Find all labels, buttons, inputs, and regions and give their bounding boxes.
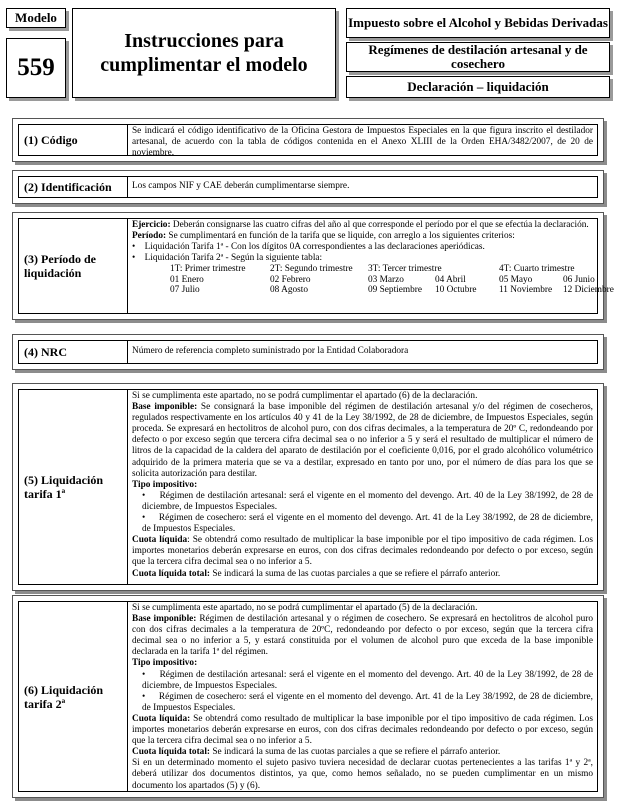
periodo-label-line-2: liquidación bbox=[24, 266, 82, 280]
section-tarifa2-label bbox=[19, 602, 127, 791]
month-10: 10 Octubre bbox=[435, 285, 477, 296]
modelo-label bbox=[6, 8, 66, 28]
tarifa2-tipo-2: • Régimen de cosechero: será el vigente en el momento del devengo. Art. 41 de la Ley 38/1992, de 28 de diciembre, de Impuestos Especiales. bbox=[142, 691, 593, 713]
codigo-paragraph: Se indicará el código identificativo de la Oficina Gestora de Impuestos Especiales en la que figura inscrito el destilador artesanal, de acuerdo con la tabla de códigos contenida en el Anexo XLIII de la Orden EHA/3482/2007, de 20 de noviembre. bbox=[132, 126, 593, 159]
tarifa2-label-line-2: tarifa 2ª bbox=[24, 696, 66, 711]
regime-name-text: Regímenes de destilación artesanal y de cosechero bbox=[368, 42, 588, 71]
tarifa1-bullet: • Liquidación Tarifa 1ª - Con los dígitos 0A correspondientes a las declaraciones aperiódicas. bbox=[132, 242, 485, 253]
ejercicio-heading: Ejercicio: bbox=[132, 220, 171, 230]
periodo-text: Se cumplimentará en función de la tarifa que se liquide, con arreglo a los siguientes criterios: bbox=[166, 231, 515, 242]
section-periodo-label bbox=[19, 219, 127, 313]
modelo-number-text: 559 bbox=[17, 54, 55, 81]
month-02: 02 Febrero bbox=[270, 274, 311, 285]
month-11: 11 Noviembre bbox=[499, 285, 553, 296]
modelo-number bbox=[6, 38, 66, 98]
tarifa2-label-line-1: (6) Liquidación bbox=[24, 682, 104, 697]
months-table bbox=[170, 275, 633, 296]
tarifa1-tipo-2: • Régimen de cosechero: será el vigente en el momento del devengo. Art. 41 de la Ley 38/1992, de 28 de diciembre, de Impuestos Especiales. bbox=[142, 513, 593, 535]
declaration-type bbox=[346, 76, 610, 98]
section-periodo bbox=[12, 212, 614, 320]
section-nrc-text bbox=[127, 341, 597, 363]
tarifa2-text: Liquidación Tarifa 2ª - Según la siguiente tabla: bbox=[144, 253, 323, 264]
periodo-paragraph bbox=[132, 231, 633, 242]
month-08: 08 Agosto bbox=[270, 285, 308, 296]
tarifa2-tipo-2-text: Régimen de cosechero: será el vigente en el momento del devengo. Art. 41 de la Ley 38/1992, de 28 de diciembre, de Impuestos Especiales. bbox=[142, 691, 593, 713]
section-tarifa2-text bbox=[127, 602, 597, 791]
tarifa1-label-line-1: (5) Liquidación bbox=[24, 473, 104, 487]
tarifa1-cuota-total bbox=[132, 569, 593, 580]
tarifa2-closing-note: Si en un determinado momento el sujeto pasivo tuviera necesidad de declarar cuotas pertenecientes a las tarifas 1ª y 2ª, deberá utilizar dos documentos distintos, ya que, como hemos señalado, no se pueden cumplimentar en un mismo documento los apartados (5) y (6). bbox=[132, 758, 593, 791]
section-codigo-text bbox=[127, 125, 597, 159]
section-nrc bbox=[12, 334, 604, 370]
regime-name bbox=[346, 42, 610, 72]
quarter-4: 4T: Cuarto trimestre bbox=[499, 264, 575, 275]
tarifa2-intro: Si se cumplimenta este apartado, no se podrá cumplimentar el apartado (5) de la declaración. bbox=[132, 603, 478, 613]
month-05: 05 Mayo bbox=[499, 274, 533, 285]
quarter-3: 3T: Tercer trimestre bbox=[368, 264, 442, 275]
tarifa1-cuota bbox=[132, 535, 593, 568]
quarter-1: 1T: Primer trimestre bbox=[170, 264, 246, 275]
document-title bbox=[72, 8, 336, 98]
tarifa1-text: Liquidación Tarifa 1ª - Con los dígitos 0A correspondientes a las declaraciones aperiódicas. bbox=[144, 242, 485, 253]
section-tarifa1 bbox=[12, 383, 604, 591]
identificacion-paragraph: Los campos NIF y CAE deberán cumplimentarse siempre. bbox=[132, 181, 350, 192]
periodo-heading: Período: bbox=[132, 231, 167, 242]
tarifa2-base-text: Régimen de destilación artesanal y o régimen de cosechero. Se expresará en hectolitros de alcohol puro con dos cifras decimales a la temperatura de 20ºC, redondeando por defecto o por exceso, según que la tercera cifra decimal sea o no inferior a 5, y estará constituida por el volumen de alcohol puro que exceda de la base imponible declarada en la tarifa 1ª del régimen. bbox=[132, 614, 594, 658]
ejercicio-text: Deberán consignarse las cuatro cifras del año al que corresponde el período por el que se efectúa la declaración. bbox=[170, 220, 589, 230]
quarter-2: 2T: Segundo trimestre bbox=[270, 264, 353, 275]
tarifa1-base-heading: Base imponible: bbox=[132, 402, 198, 413]
section-tarifa2 bbox=[12, 595, 604, 798]
tarifa1-label-line-2: tarifa 1ª bbox=[24, 487, 66, 501]
section-periodo-text bbox=[127, 219, 637, 313]
tarifa1-tipo-2-text: Régimen de cosechero: será el vigente en el momento del devengo. Art. 41 de la Ley 38/1992, de 28 de diciembre, de Impuestos Especiales. bbox=[142, 513, 593, 535]
declaration-type-text: Declaración – liquidación bbox=[407, 79, 549, 94]
quarters-row bbox=[170, 264, 633, 275]
title-line-1: Instrucciones para bbox=[124, 30, 284, 52]
tarifa2-tipo-1: • Régimen de destilación artesanal: será el vigente en el momento del devengo. Art. 40 de la Ley 38/1992, de 28 de diciembre, de Impuestos Especiales. bbox=[142, 669, 593, 691]
tarifa2-cuota-heading: Cuota líquida: bbox=[132, 713, 191, 724]
section-identificacion-label: (2) Identificación bbox=[24, 180, 112, 194]
month-04: 04 Abril bbox=[435, 274, 466, 285]
tarifa1-cuota-total-heading: Cuota líquida total: bbox=[132, 568, 211, 579]
tarifa2-cuota-total-text: Se indicará la suma de las cuotas parciales a que se refiere el párrafo anterior. bbox=[210, 747, 501, 758]
month-12: 12 Diciembre bbox=[563, 285, 614, 296]
month-01: 01 Enero bbox=[170, 274, 204, 285]
tarifa1-base bbox=[132, 402, 593, 480]
tarifa1-cuota-total-text: Se indicará la suma de las cuotas parciales a que se refiere el párrafo anterior. bbox=[210, 568, 501, 579]
month-06: 06 Junio bbox=[563, 274, 595, 285]
tarifa2-cuota-text: Se obtendrá como resultado de multiplicar la base imponible por el tipo impositivo de cada régimen. Los importes monetarios deberán expresarse en euros, con dos cifras decimales redondeando por defecto o por exceso, según que la tercera cifra decimal sea o no inferior a 5. bbox=[132, 713, 593, 747]
tax-name-text: Impuesto sobre el Alcohol y Bebidas Derivadas bbox=[348, 15, 608, 30]
section-identificacion bbox=[12, 170, 604, 204]
tarifa1-tipo-heading: Tipo impositivo: bbox=[132, 479, 198, 490]
nrc-paragraph: Número de referencia completo suministrado por la Entidad Colaboradora bbox=[132, 346, 409, 357]
section-codigo bbox=[12, 118, 604, 162]
month-07: 07 Julio bbox=[170, 285, 200, 296]
tarifa2-cuota-total-heading: Cuota líquida total: bbox=[132, 747, 211, 758]
tarifa2-base-heading: Base imponible: bbox=[132, 614, 197, 625]
section-identificacion-text bbox=[127, 177, 597, 197]
section-codigo-label: (1) Código bbox=[24, 133, 78, 147]
tarifa1-tipo-1: • Régimen de destilación artesanal: será el vigente en el momento del devengo. Art. 40 de la Ley 38/1992, de 28 de diciembre, de Impuestos Especiales. bbox=[142, 490, 593, 512]
title-line-2: cumplimentar el modelo bbox=[100, 54, 308, 76]
tarifa2-bullet: • Liquidación Tarifa 2ª - Según la siguiente tabla: bbox=[132, 253, 323, 264]
section-tarifa1-text bbox=[127, 390, 597, 584]
month-03: 03 Marzo bbox=[368, 274, 404, 285]
month-09: 09 Septiembre bbox=[368, 285, 422, 296]
tarifa2-base bbox=[132, 614, 593, 658]
modelo-label-text: Modelo bbox=[15, 10, 57, 25]
section-nrc-label: (4) NRC bbox=[24, 345, 67, 359]
tarifa2-tipo-heading: Tipo impositivo: bbox=[132, 658, 198, 669]
tarifa2-cuota-total bbox=[132, 747, 593, 758]
tarifa1-base-text: Se consignará la base imponible del régimen de destilación artesanal y/o del régimen de cosecheros, regulados respectivamente en los artículos 40 y 41 de la Ley 38/1992, de 28 de diciembre, de Impuestos Especiales, según proceda. Se expresará en hectolitros de alcohol puro, con dos cifras decimales, a la temperatura de 20º C, redondeando por defecto o por exceso según que tercera cifra decimal sea o no inferior a 5 y será el resultado de multiplicar el número de litros de la capacidad de la caldera del aparato de destilación por el coeficiente 0,016, por el grado alcohólico volumétrico adquirido de la primera materia que se va a destilar, expresado en tanto por uno, por el número de días para los que se solicita autorización para destilar. bbox=[132, 402, 594, 479]
tarifa1-cuota-heading: Cuota líquida bbox=[132, 535, 188, 546]
tarifa1-cuota-text: : Se obtendrá como resultado de multiplicar la base imponible por el tipo impositivo de cada régimen. Los importes monetarios deberán expresarse en euros, con dos cifras decimales redondeando por defecto o por exceso, según que la tercera cifra decimal sea o no inferior a 5. bbox=[132, 535, 593, 568]
tax-name bbox=[346, 8, 610, 38]
section-tarifa1-label bbox=[19, 390, 127, 584]
tarifa2-tipo-1-text: Régimen de destilación artesanal: será el vigente en el momento del devengo. Art. 40 de la Ley 38/1992, de 28 de diciembre, de Impuestos Especiales. bbox=[142, 669, 593, 691]
tarifa1-intro: Si se cumplimenta este apartado, no se podrá cumplimentar el apartado (6) de la declaración. bbox=[132, 391, 478, 401]
periodo-label-line-1: (3) Período de bbox=[24, 252, 96, 266]
tarifa1-tipo-1-text: Régimen de destilación artesanal: será el vigente en el momento del devengo. Art. 40 de la Ley 38/1992, de 28 de diciembre, de Impuestos Especiales. bbox=[142, 490, 593, 512]
tarifa2-cuota bbox=[132, 714, 593, 747]
ejercicio-paragraph bbox=[132, 220, 633, 231]
